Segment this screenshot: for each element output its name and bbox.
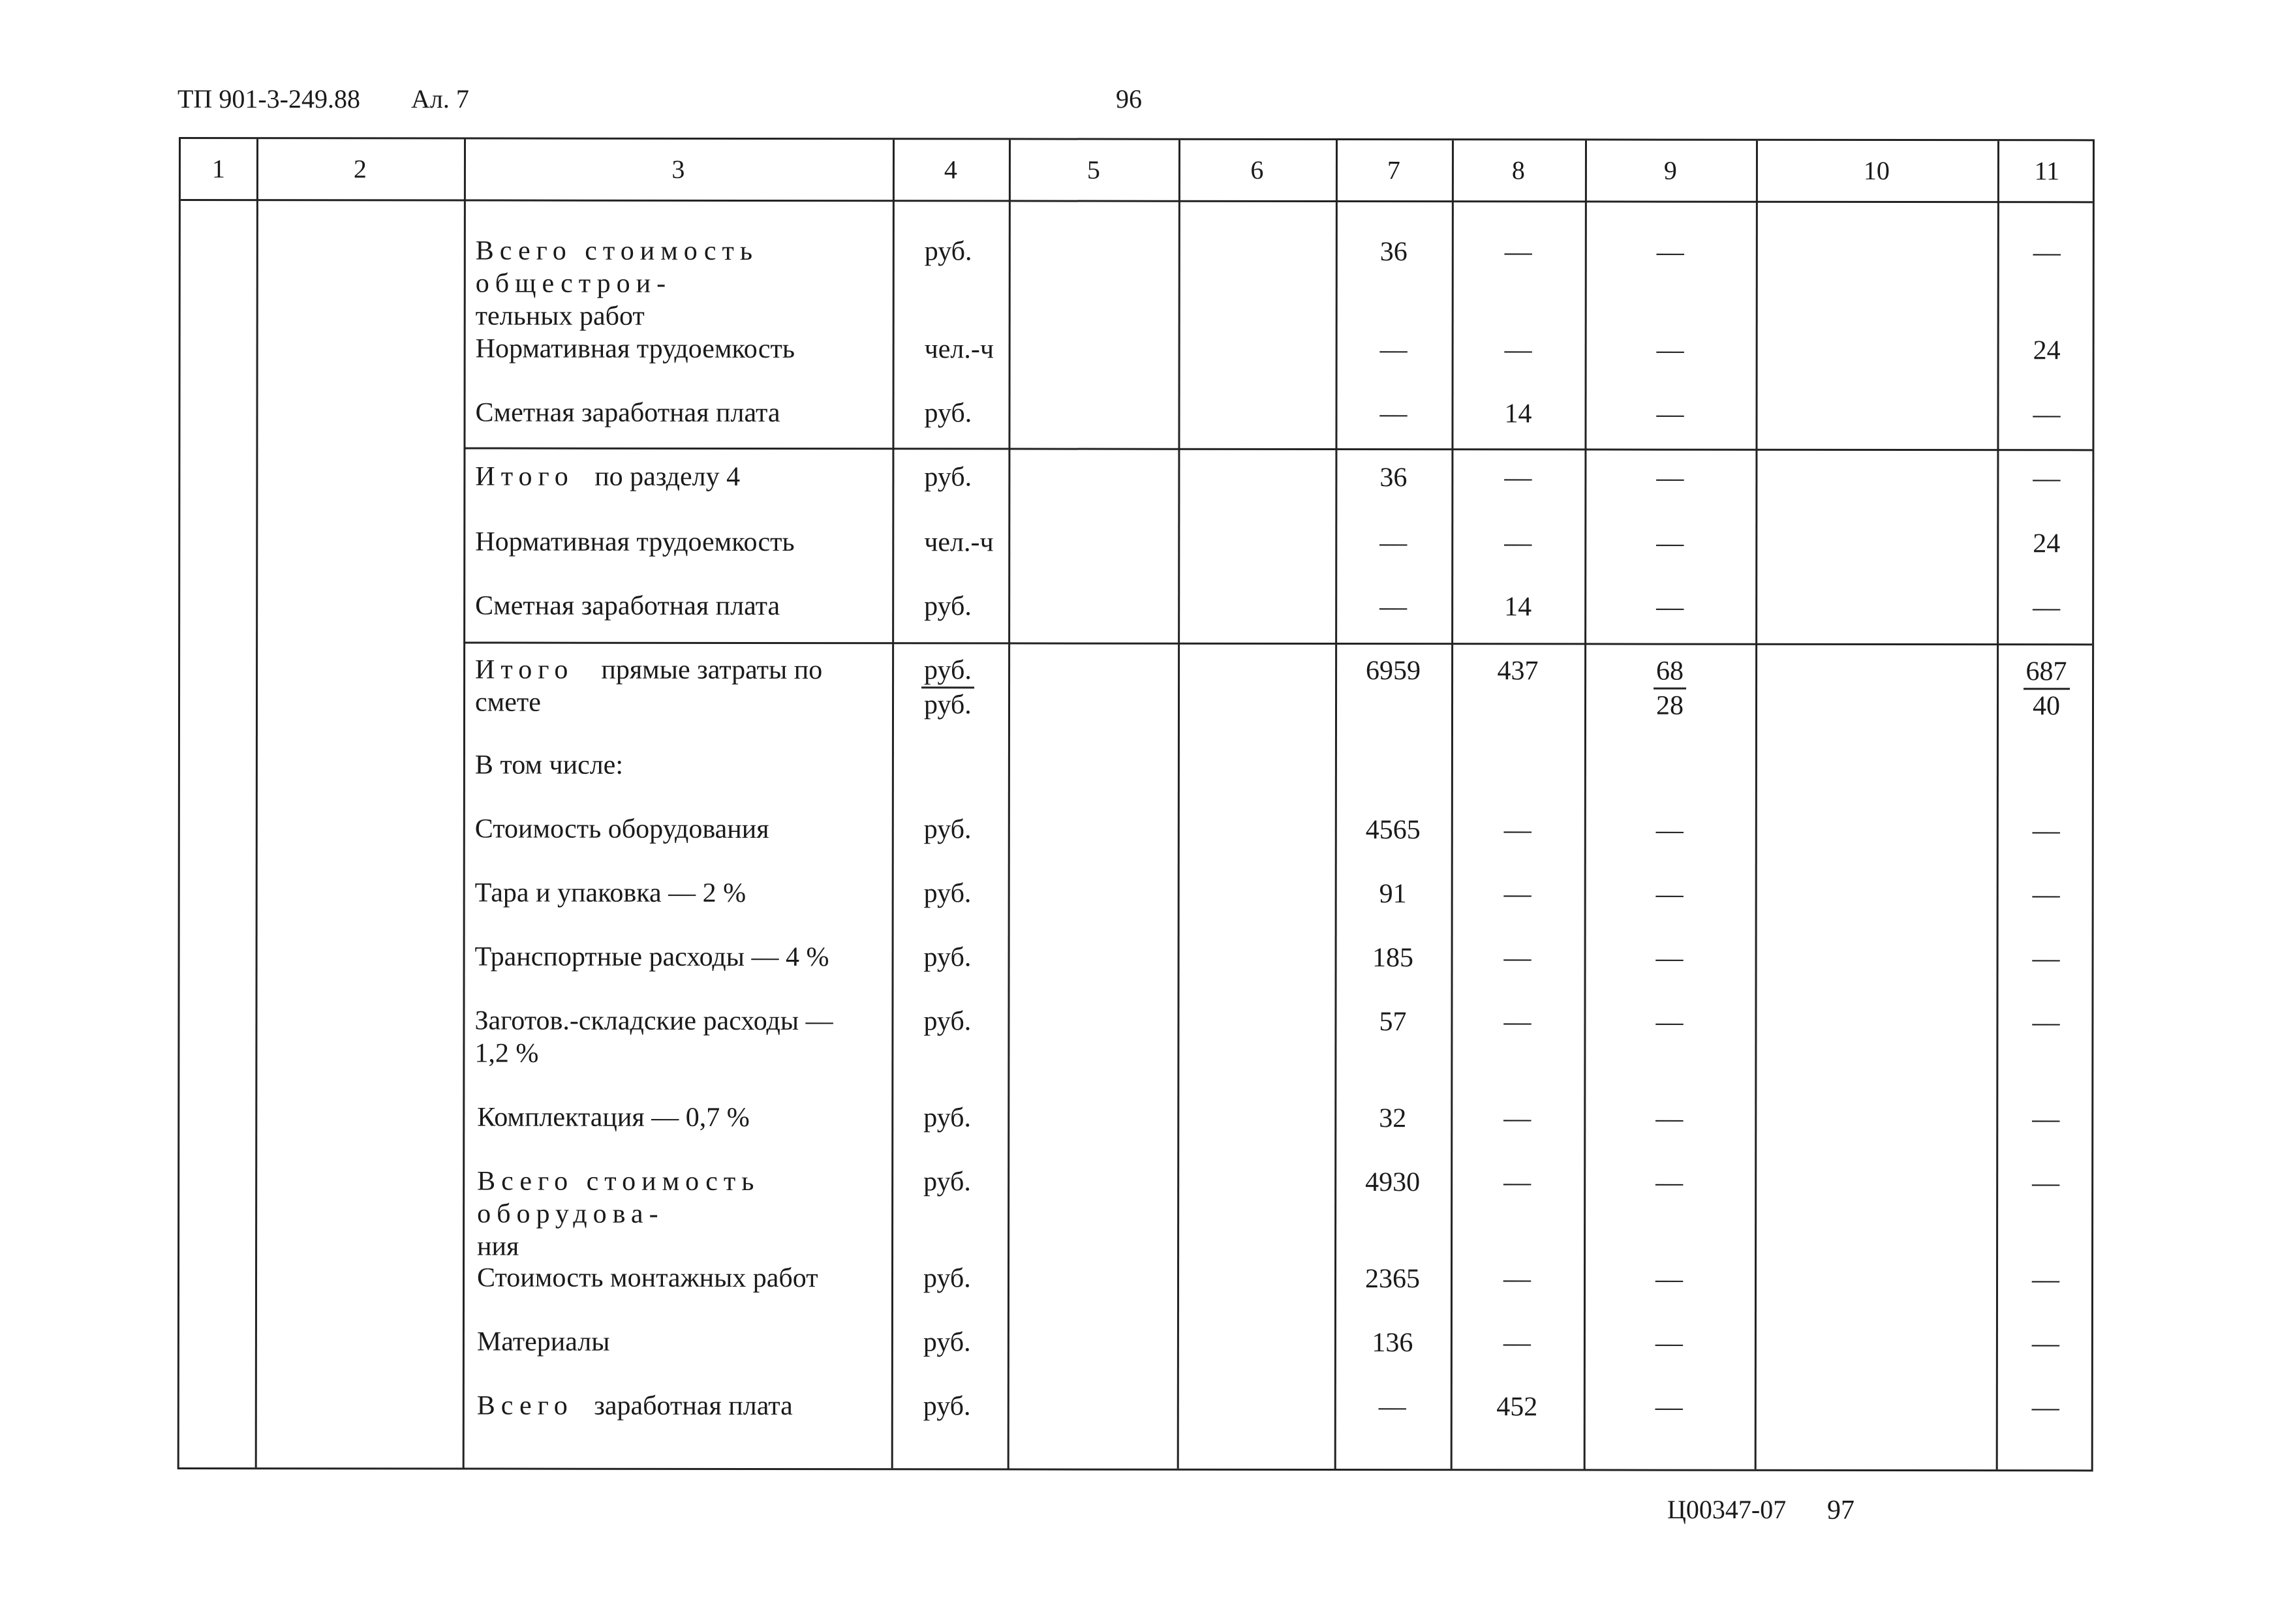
cell-value: — — [1379, 399, 1408, 429]
cell-value: — — [1503, 879, 1531, 910]
cell-value: — — [1656, 528, 1684, 559]
column-number: 8 — [1511, 155, 1525, 185]
row-unit: руб. — [923, 1167, 971, 1197]
cell-value: 185 — [1372, 943, 1414, 973]
row-label: В том числе: — [474, 750, 624, 780]
cell-value: — — [1504, 463, 1532, 493]
cell-value: — — [1504, 335, 1532, 365]
row-unit: руб. — [923, 942, 972, 973]
cell-value: — — [1655, 1328, 1683, 1358]
cell-value: — — [1655, 943, 1684, 973]
cell-value: — — [1655, 815, 1684, 846]
row-label: Нормативная трудоемкость — [475, 333, 795, 365]
row-label: Тара и упаковка — 2 % — [474, 878, 746, 908]
cell-value: — — [1656, 592, 1684, 622]
row-unit: руб. — [923, 1006, 972, 1037]
row-label: Итого прямые затраты по смете — [474, 654, 823, 718]
cell-value: — — [1379, 335, 1408, 365]
row-label: Транспортные расходы — 4 % — [474, 942, 829, 973]
cell-value: 452 — [1496, 1392, 1538, 1422]
row-label: Материалы — [476, 1326, 610, 1357]
cell-value: 437 — [1497, 656, 1539, 686]
cell-value: — — [1504, 528, 1532, 559]
row-unit: руб. — [923, 878, 972, 909]
column-number: 6 — [1250, 155, 1264, 185]
cell-value: — — [1504, 237, 1532, 268]
cell-value: 24 — [2033, 529, 2061, 559]
row-unit: руб. — [924, 398, 972, 429]
cell-value: — — [2032, 1104, 2060, 1135]
row-unit: $\frac{\text{руб.}}{\text{руб.}}$ — [921, 654, 974, 721]
cell-value: — — [2032, 1007, 2060, 1038]
row-label: Сметная заработная плата — [475, 397, 780, 429]
row-unit: руб. — [923, 1103, 972, 1133]
document-code: ТП 901-3-249.88 — [177, 84, 360, 114]
row-label: Сметная заработная плата — [475, 590, 780, 622]
cell-value: — — [1378, 1392, 1406, 1422]
footer-page-number: 97 — [1827, 1495, 1854, 1525]
cell-value: 6959 — [1366, 656, 1421, 686]
row-unit: руб. — [924, 236, 972, 267]
cell-value: — — [1503, 1007, 1531, 1037]
cell-value: 14 — [1504, 399, 1532, 429]
column-number: 9 — [1663, 155, 1677, 185]
row-label: Всего заработная плата — [476, 1390, 793, 1422]
cell-value: — — [1503, 1103, 1531, 1134]
cell-value: — — [1379, 528, 1408, 559]
cell-value: — — [1503, 815, 1531, 846]
row-label: Всего стоимость общестрои- тельных работ — [475, 236, 759, 331]
row-unit: руб. — [923, 1327, 971, 1358]
row-label: Стоимость оборудования — [474, 814, 769, 845]
row-unit: руб. — [923, 814, 972, 845]
column-number: 5 — [1086, 155, 1100, 185]
cell-value: — — [1655, 879, 1684, 910]
cell-value: — — [1655, 1167, 1684, 1198]
cell-value: — — [2031, 1328, 2059, 1359]
cell-value: 32 — [1379, 1103, 1407, 1134]
cell-value: $\frac{68}{28}$ — [1584, 654, 1755, 722]
cell-value: — — [1656, 463, 1684, 493]
row-label: Нормативная трудоемкость — [475, 527, 795, 558]
document-cipher: Ц00347-07 — [1667, 1495, 1787, 1524]
cell-value: — — [1655, 1007, 1684, 1037]
cell-value: — — [2031, 1392, 2059, 1423]
cell-value: 14 — [1504, 592, 1532, 622]
cell-value: — — [2031, 1264, 2060, 1295]
cell-value: $\frac{687}{40}$ — [1997, 655, 2096, 722]
grid-line — [463, 139, 466, 1467]
cell-value: — — [1655, 1392, 1683, 1422]
section-rule — [463, 447, 2092, 451]
cell-value: — — [1503, 1264, 1531, 1295]
page-number: 96 — [1116, 84, 1142, 114]
row-unit: руб. — [924, 591, 972, 622]
column-number: 7 — [1387, 155, 1400, 185]
cell-value: — — [1503, 1167, 1531, 1198]
cell-value: — — [2033, 592, 2061, 623]
grid-line — [1008, 140, 1011, 1468]
cell-value: — — [2033, 237, 2061, 268]
cell-value: — — [1655, 1103, 1684, 1134]
column-number: 11 — [2034, 156, 2060, 186]
cell-value: — — [1379, 592, 1408, 622]
cell-value: — — [1655, 1264, 1684, 1295]
cell-value: 91 — [1379, 879, 1407, 910]
grid-line — [255, 139, 258, 1467]
grid-line — [1177, 140, 1180, 1469]
row-unit: руб. — [923, 1391, 971, 1422]
cell-value: — — [2033, 399, 2061, 430]
cell-value: 2365 — [1364, 1264, 1421, 1295]
cell-value: — — [1656, 399, 1684, 429]
cell-value: — — [1656, 237, 1684, 268]
estimate-table — [177, 137, 2095, 1471]
cell-value: — — [2033, 463, 2061, 494]
column-number: 2 — [353, 154, 367, 184]
cell-value: — — [1656, 335, 1684, 365]
column-number: 10 — [1863, 155, 1890, 185]
cell-value: 24 — [2033, 335, 2061, 366]
row-label: Итого по разделу 4 — [475, 461, 741, 492]
row-label: Комплектация — 0,7 % — [477, 1102, 750, 1133]
cell-value: — — [2032, 1168, 2060, 1199]
row-unit: чел.-ч — [924, 334, 994, 365]
cell-value: 136 — [1372, 1328, 1413, 1358]
row-unit: руб. — [923, 1263, 971, 1294]
cell-value: 36 — [1379, 463, 1408, 493]
row-label: Заготов.-складские расходы — 1,2 % — [474, 1005, 833, 1069]
grid-line — [891, 140, 895, 1468]
section-rule — [463, 641, 2092, 645]
cell-value: 4930 — [1365, 1167, 1421, 1198]
column-number: 3 — [671, 154, 685, 184]
row-label: Всего стоимость оборудова- ния — [477, 1166, 760, 1262]
cell-value: — — [2032, 816, 2060, 846]
row-unit: чел.-ч — [924, 527, 994, 558]
cell-value: — — [1503, 1328, 1531, 1358]
row-unit: руб. — [924, 462, 972, 493]
cell-value: — — [1503, 943, 1531, 973]
cell-value: 57 — [1379, 1007, 1407, 1037]
sheet-label: Ал. 7 — [411, 84, 469, 114]
cell-value: 36 — [1379, 237, 1408, 268]
row-label: Стоимость монтажных работ — [476, 1263, 818, 1294]
cell-value: — — [2032, 880, 2060, 910]
cell-value: — — [2032, 943, 2060, 974]
column-number: 4 — [944, 155, 957, 185]
column-number: 1 — [211, 154, 225, 184]
cell-value: 4565 — [1365, 815, 1421, 846]
